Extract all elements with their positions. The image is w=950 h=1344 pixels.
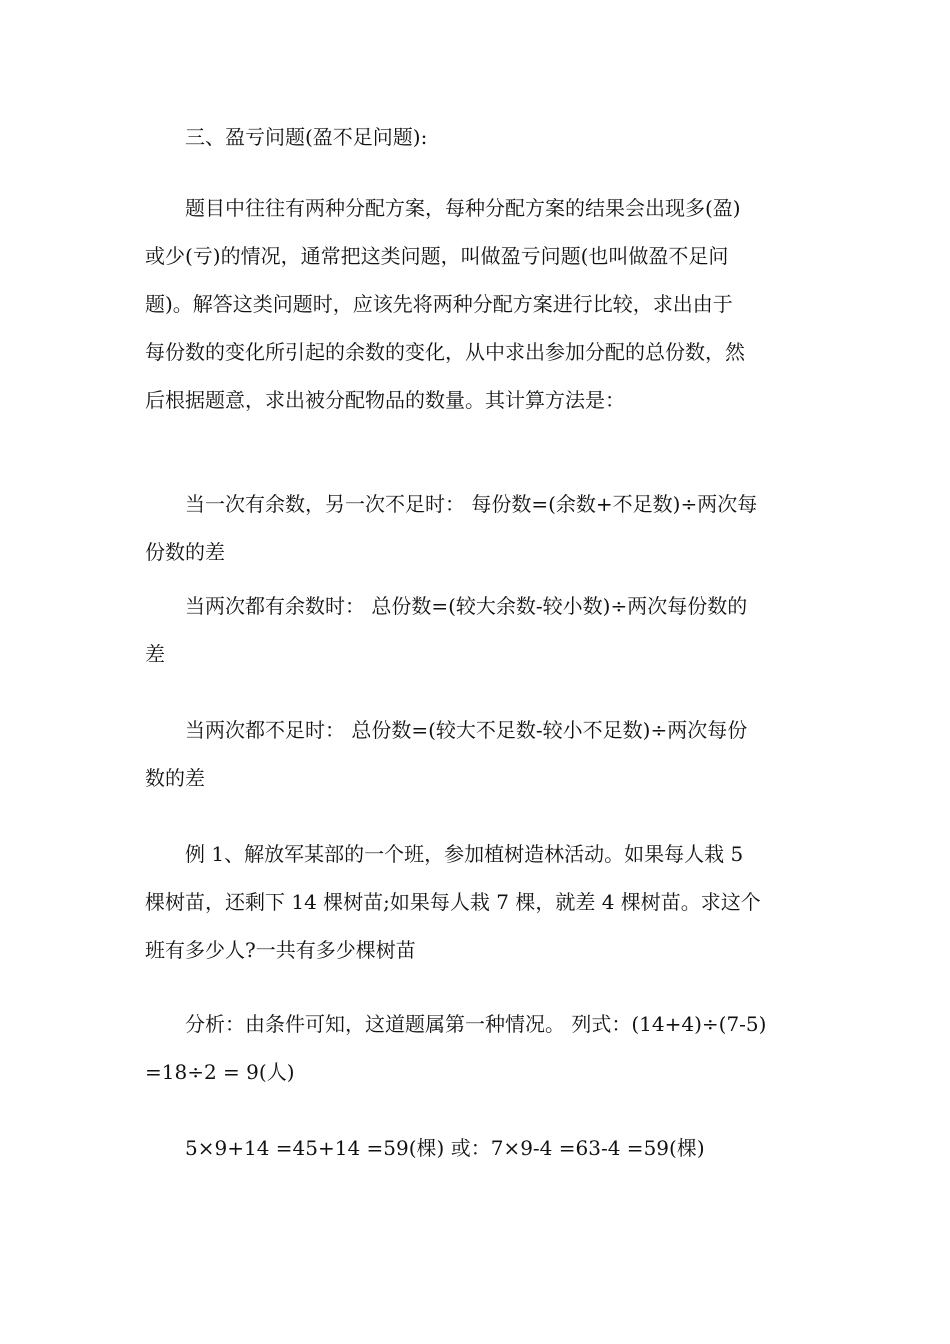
intro-line: 每份数的变化所引起的余数的变化，从中求出参加分配的总份数，然: [145, 340, 745, 364]
rule-two-paragraph: [145, 582, 805, 678]
rule-one-line: 当一次有余数，另一次不足时： 每份数=(余数+不足数)÷两次每: [185, 492, 758, 516]
example-line: 例 1、解放军某部的一个班，参加植树造林活动。如果每人栽 5: [185, 842, 744, 866]
rule-two-line: 差: [145, 642, 165, 666]
calculation-line: 5×9+14 =45+14 =59(棵) 或：7×9-4 =63-4 =59(棵): [185, 1136, 705, 1160]
heading-text: 三、盈亏问题(盈不足问题):: [185, 125, 428, 149]
intro-line: 题)。解答这类问题时，应该先将两种分配方案进行比较，求出由于: [145, 292, 733, 316]
intro-line: 题目中往往有两种分配方案，每种分配方案的结果会出现多(盈): [185, 196, 741, 220]
analysis-paragraph: [145, 1000, 805, 1096]
example-paragraph: [145, 830, 805, 974]
section-heading: [145, 113, 805, 161]
intro-line: 或少(亏)的情况，通常把这类问题，叫做盈亏问题(也叫做盈不足问: [145, 244, 729, 268]
example-line: 班有多少人?一共有多少棵树苗: [145, 938, 416, 962]
calculation-paragraph: [145, 1124, 805, 1172]
rule-three-line: 当两次都不足时： 总份数=(较大不足数-较小不足数)÷两次每份: [185, 718, 748, 742]
analysis-line: 分析：由条件可知，这道题属第一种情况。 列式：(14+4)÷(7-5): [185, 1012, 767, 1036]
intro-line: 后根据题意，求出被分配物品的数量。其计算方法是：: [145, 388, 625, 412]
rule-three-line: 数的差: [145, 766, 205, 790]
rule-three-paragraph: [145, 706, 805, 802]
example-line: 棵树苗，还剩下 14 棵树苗;如果每人栽 7 棵，就差 4 棵树苗。求这个: [145, 890, 761, 914]
intro-paragraph: [145, 184, 805, 424]
rule-one-line: 份数的差: [145, 540, 225, 564]
rule-two-line: 当两次都有余数时： 总份数=(较大余数-较小数)÷两次每份数的: [185, 594, 748, 618]
rule-one-paragraph: [145, 480, 805, 576]
analysis-line: =18÷2 = 9(人): [145, 1060, 295, 1084]
